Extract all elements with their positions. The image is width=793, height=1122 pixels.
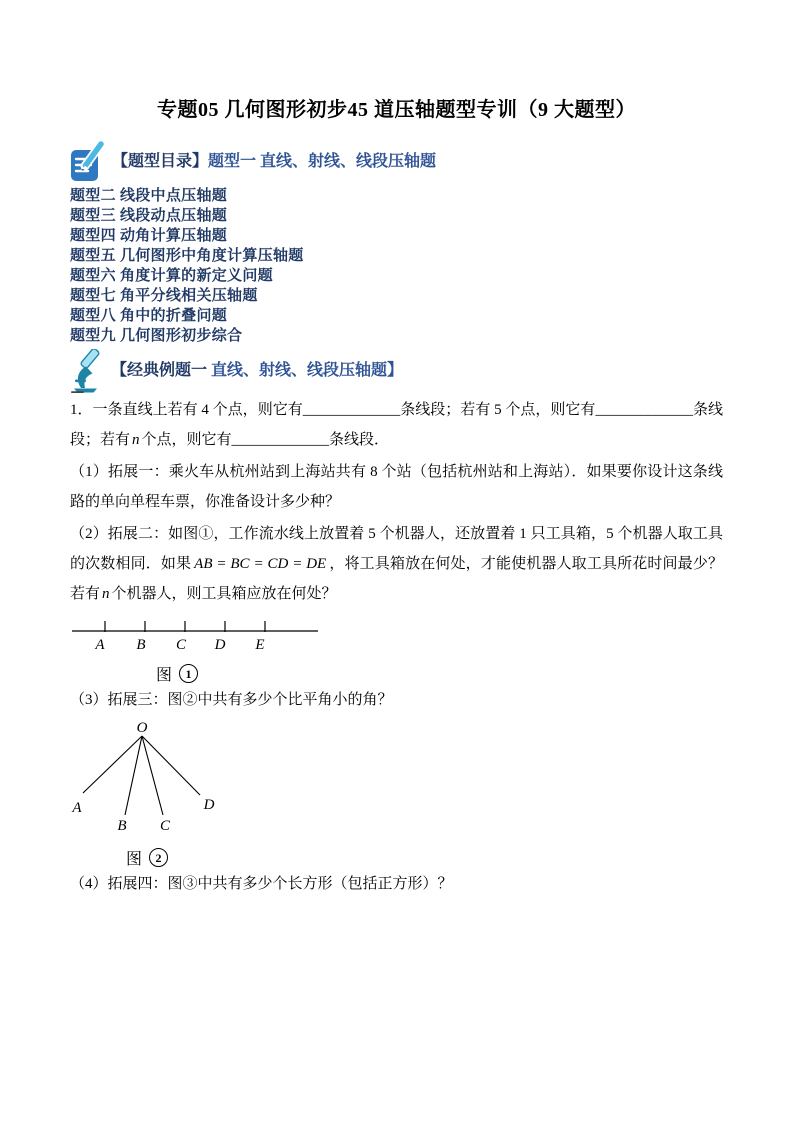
variable-n: n <box>132 432 140 448</box>
variable-n: n <box>102 586 110 602</box>
figure-2-caption <box>126 846 723 869</box>
math-expression: AB = BC = CD = DE <box>194 556 327 572</box>
ray-OC <box>142 736 163 815</box>
extension-1-text: （1）拓展一：乘火车从杭州站到上海站共有 8 个站（包括杭州站和上海站）．如果要你设计这条线路的单向单程车票，你准备设计多少种？ <box>70 464 723 510</box>
extension-3-text: （3）拓展三：图②中共有多少个比平角小的角？ <box>70 692 393 708</box>
example-heading-subtitle: 直线、射线、线段压轴题】 <box>207 362 404 379</box>
toc-heading <box>112 153 436 171</box>
point-label-A: A <box>72 800 82 816</box>
figure-caption-label: 图 <box>156 667 173 684</box>
point-label-E: E <box>255 637 265 653</box>
answer-blank-3: _____________ <box>231 432 330 448</box>
point-label-B: B <box>136 637 146 653</box>
circled-digit-1: 1 <box>179 664 198 683</box>
figure-2 <box>70 717 723 869</box>
page-title: 专题05 几何图形初步45 道压轴题型专训（9 大题型） <box>157 99 636 121</box>
point-label-A: A <box>95 637 105 653</box>
ray-OA <box>83 736 142 793</box>
extension-2-part: 个机器人，则工具箱应放在何处？ <box>111 586 337 602</box>
example-heading-bracket: 【经典例题一 <box>111 362 208 379</box>
question-1-part: 条线段；若有 <box>70 402 723 448</box>
toc-item-3: 题型三 线段动点压轴题 <box>70 208 228 224</box>
figure-1-caption <box>156 662 723 685</box>
toc-item-7: 题型七 角平分线相关压轴题 <box>70 288 258 304</box>
point-label-B: B <box>117 818 127 834</box>
question-1-part: 条线段． <box>329 432 390 448</box>
figure-1-drawing <box>72 619 322 655</box>
circled-digit-2: 2 <box>149 848 168 867</box>
toc-heading-bracket: 【题型目录】 <box>112 153 209 170</box>
extension-2-part: ，将工具箱放在何处，才能使机器人取工具所花时间最少？若有 <box>70 556 723 602</box>
point-label-C: C <box>159 818 171 834</box>
toc-item-6: 题型六 角度计算的新定义问题 <box>70 268 273 284</box>
figure-2-drawing <box>70 717 240 835</box>
toc-item-5: 题型五 几何图形中角度计算压轴题 <box>70 248 304 264</box>
toc-heading-row <box>70 141 723 183</box>
point-label-C: C <box>175 637 187 653</box>
point-label-D: D <box>203 797 215 813</box>
document-content <box>0 97 793 899</box>
extension-2-text <box>70 519 723 609</box>
point-label-D: D <box>214 637 226 653</box>
ray-OD <box>142 736 200 795</box>
answer-blank-2: _____________ <box>595 402 693 418</box>
extension-2-part: （2）拓展二：如图①，工作流水线上放置着 5 个机器人，还放置着 1 只工具箱，5 个机器人取工具的次数相同．如果 <box>70 526 723 572</box>
example-heading <box>111 362 403 380</box>
toc-heading-first-item: 题型一 直线、射线、线段压轴题 <box>208 153 437 170</box>
notepad-pencil-icon <box>70 141 104 183</box>
vertex-label-O: O <box>136 720 148 736</box>
toc-item-9: 题型九 几何图形初步综合 <box>70 328 243 344</box>
question-1-part: 条线段；若有 5 个点，则它有 <box>400 402 596 418</box>
toc-list <box>70 186 723 346</box>
ray-OB <box>125 736 142 815</box>
toc-item-4: 题型四 动角计算压轴题 <box>70 228 228 244</box>
answer-blank-1: _____________ <box>302 402 401 418</box>
figure-1 <box>72 619 723 685</box>
microscope-icon <box>70 349 103 393</box>
question-1-part: 个点，则它有 <box>141 432 232 448</box>
toc-item-2: 题型二 线段中点压轴题 <box>70 188 228 204</box>
figure-caption-label: 图 <box>126 851 143 868</box>
extension-4-text: （4）拓展四：图③中共有多少个长方形（包括正方形）？ <box>70 876 453 892</box>
question-1-part: 1．一条直线上若有 4 个点，则它有 <box>70 402 303 418</box>
example-heading-row <box>70 349 723 393</box>
question-1-text <box>70 395 723 455</box>
toc-item-8: 题型八 角中的折叠问题 <box>70 308 228 324</box>
